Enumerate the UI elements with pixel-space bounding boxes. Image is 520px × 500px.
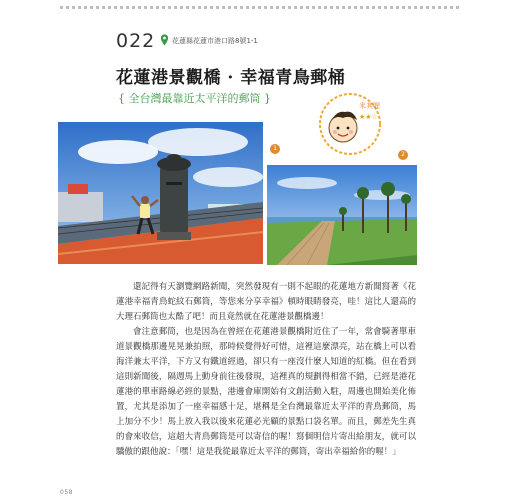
svg-text:★★☆: ★★☆: [359, 113, 378, 121]
page-number: 058: [60, 489, 73, 496]
article-title: 花蓮港景觀橋 · 幸福青鳥郵桶: [116, 68, 346, 88]
article-subtitle: { 全台灣最靠近太平洋的郵筒 }: [118, 92, 271, 105]
entry-number: 022: [116, 30, 156, 52]
paragraph: 還記得有天瀏覽網路新聞，突然發現有一則不起眼的花蓮地方新聞寫著《花蓮港幸福青鳥蛇紋石郵筒，等您來分享幸福》頓時眼睛發亮，哇！這比人還高的大理石郵筒也太酷了吧！而且竟然就在花蓮港景觀橋邊！: [116, 282, 416, 322]
location-pin-icon: [160, 34, 169, 46]
top-dotted-rule: [60, 6, 460, 9]
photo-boardwalk: [267, 165, 417, 265]
article-body: [116, 280, 416, 460]
rating-stamp: [315, 88, 385, 158]
photo-badge-1: 1: [270, 144, 280, 154]
address: 花蓮縣花蓮市港口路8號1-1: [172, 37, 258, 45]
paragraph: 會注意郵筒，也是因為在曾經在花蓮港景觀橋附近住了一年，常會騎著單車道景觀橋那邊晃晃兼拍照，那時候覺得好可惜，這裡這麼漂亮，站在橋上可以看海洋兼太平洋，下方又有鐵道經過，卻只有一座沒什麼人知道的紅橋。但在看到這則新聞後，隔週馬上動身前往後發現，這裡真的規劃得相當不錯，已經是港花蓮港的單車路線必經的景點，港邊會庫開始有文創活動入駐，周邊也開始美化佈置，尤其是添加了一座幸福感十足，堪稱是全台灣最靠近太平洋的青鳥郵筒，馬上加分不少！馬上放入我以後來花蓮必光顧的景點口袋名單。而且，郵差先生真的會來收信，這超大青鳥郵筒是可以寄信的喔！寫個明信片寄出給朋友，就可以驕傲的跟他說：「嘿！這是我從最靠近太平洋的郵筒，寄出幸福給你的喔！」: [116, 327, 416, 457]
photo-badge-2: 2: [398, 150, 408, 160]
photo-mailbox: [58, 122, 263, 264]
svg-text:米其喔: 米其喔: [359, 102, 380, 110]
